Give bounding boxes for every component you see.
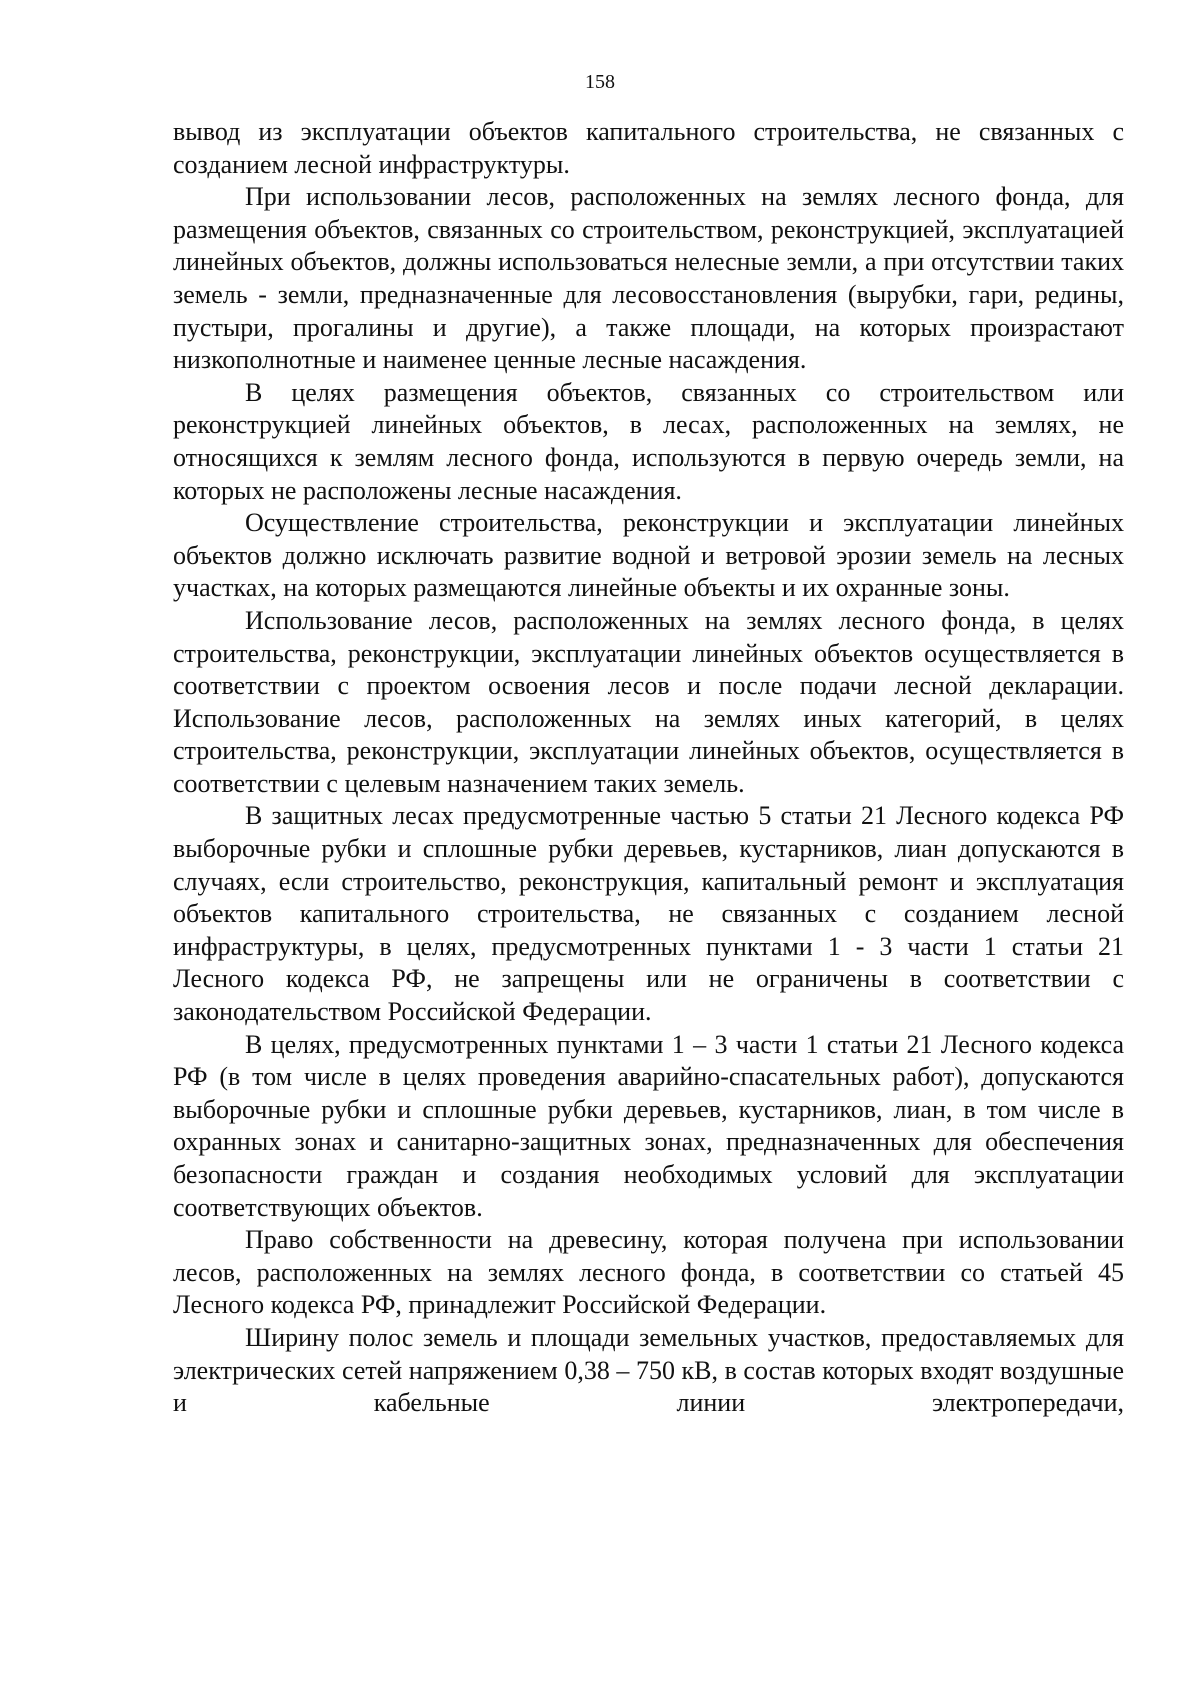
paragraph-timber-ownership: Право собственности на древесину, которая получена при использовании лесов, расположенных на землях лесного фонда, в соответствии со статьей 45 Лесного кодекса РФ, принадлежит Российской Федерации. (173, 1225, 1124, 1320)
paragraph-linear-objects-placement: В целях размещения объектов, связанных со строительством или реконструкцией линейных объектов, в лесах, расположенных на землях, не относящихся к землям лесного фонда, используются в первую очередь земли, на которых не расположены лесные насаждения. (173, 377, 1124, 505)
paragraph-continuation: вывод из эксплуатации объектов капитального строительства, не связанных с созданием лесной инфраструктуры. (173, 117, 1124, 179)
body-text (173, 116, 1124, 1420)
paragraph-power-line-strips: Ширину полос земель и площади земельных участков, предоставляемых для электрических сетей напряжением 0,38 – 750 кВ, в состав которых входят воздушные и кабельные линии электропередачи, (173, 1322, 1124, 1418)
paragraph-protective-forests: В защитных лесах предусмотренные частью 5 статьи 21 Лесного кодекса РФ выборочные рубки и сплошные рубки деревьев, кустарников, лиан допускаются в случаях, если строительство, реконструкция, капитальный ремонт и эксплуатация объектов капитального строительства, не связанных с созданием лесной инфраструктуры, в целях, предусмотренных пунктами 1 - 3 части 1 статьи 21 Лесного кодекса РФ, не запрещены или не ограничены в соответствии с законодательством Российской Федерации. (173, 801, 1124, 1027)
paragraph-nonforest-lands: При использовании лесов, расположенных на землях лесного фонда, для размещения объектов, связанных со строительством, реконструкцией, эксплуатацией линейных объектов, должны использоваться нелесные земли, а при отсутствии таких земель - земли, предназначенные для лесовосстановления (вырубки, гари, редины, пустыри, прогалины и другие), а также площади, на которых произрастают низкополнотные и наименее ценные лесные насаждения. (173, 182, 1124, 375)
paragraph-felling-purposes: В целях, предусмотренных пунктами 1 – 3 части 1 статьи 21 Лесного кодекса РФ (в том числе в целях проведения аварийно-спасательных работ), допускаются выборочные рубки и сплошные рубки деревьев, кустарников, лиан, в том числе в охранных зонах и санитарно-защитных зонах, предназначенных для обеспечения безопасности граждан и создания необходимых условий для эксплуатации соответствующих объектов. (173, 1029, 1124, 1222)
paragraph-erosion-prevention: Осуществление строительства, реконструкции и эксплуатации линейных объектов должно исключать развитие водной и ветровой эрозии земель на лесных участках, на которых размещаются линейные объекты и их охранные зоны. (173, 508, 1124, 603)
page-number: 158 (585, 71, 615, 93)
paragraph-forest-use-project: Использование лесов, расположенных на землях лесного фонда, в целях строительства, реконструкции, эксплуатации линейных объектов осуществляется в соответствии с проектом освоения лесов и после подачи лесной декларации. Использование лесов, расположенных на землях иных категорий, в целях строительства, реконструкции, эксплуатации линейных объектов, осуществляется в соответствии с целевым назначением таких земель. (173, 605, 1124, 798)
